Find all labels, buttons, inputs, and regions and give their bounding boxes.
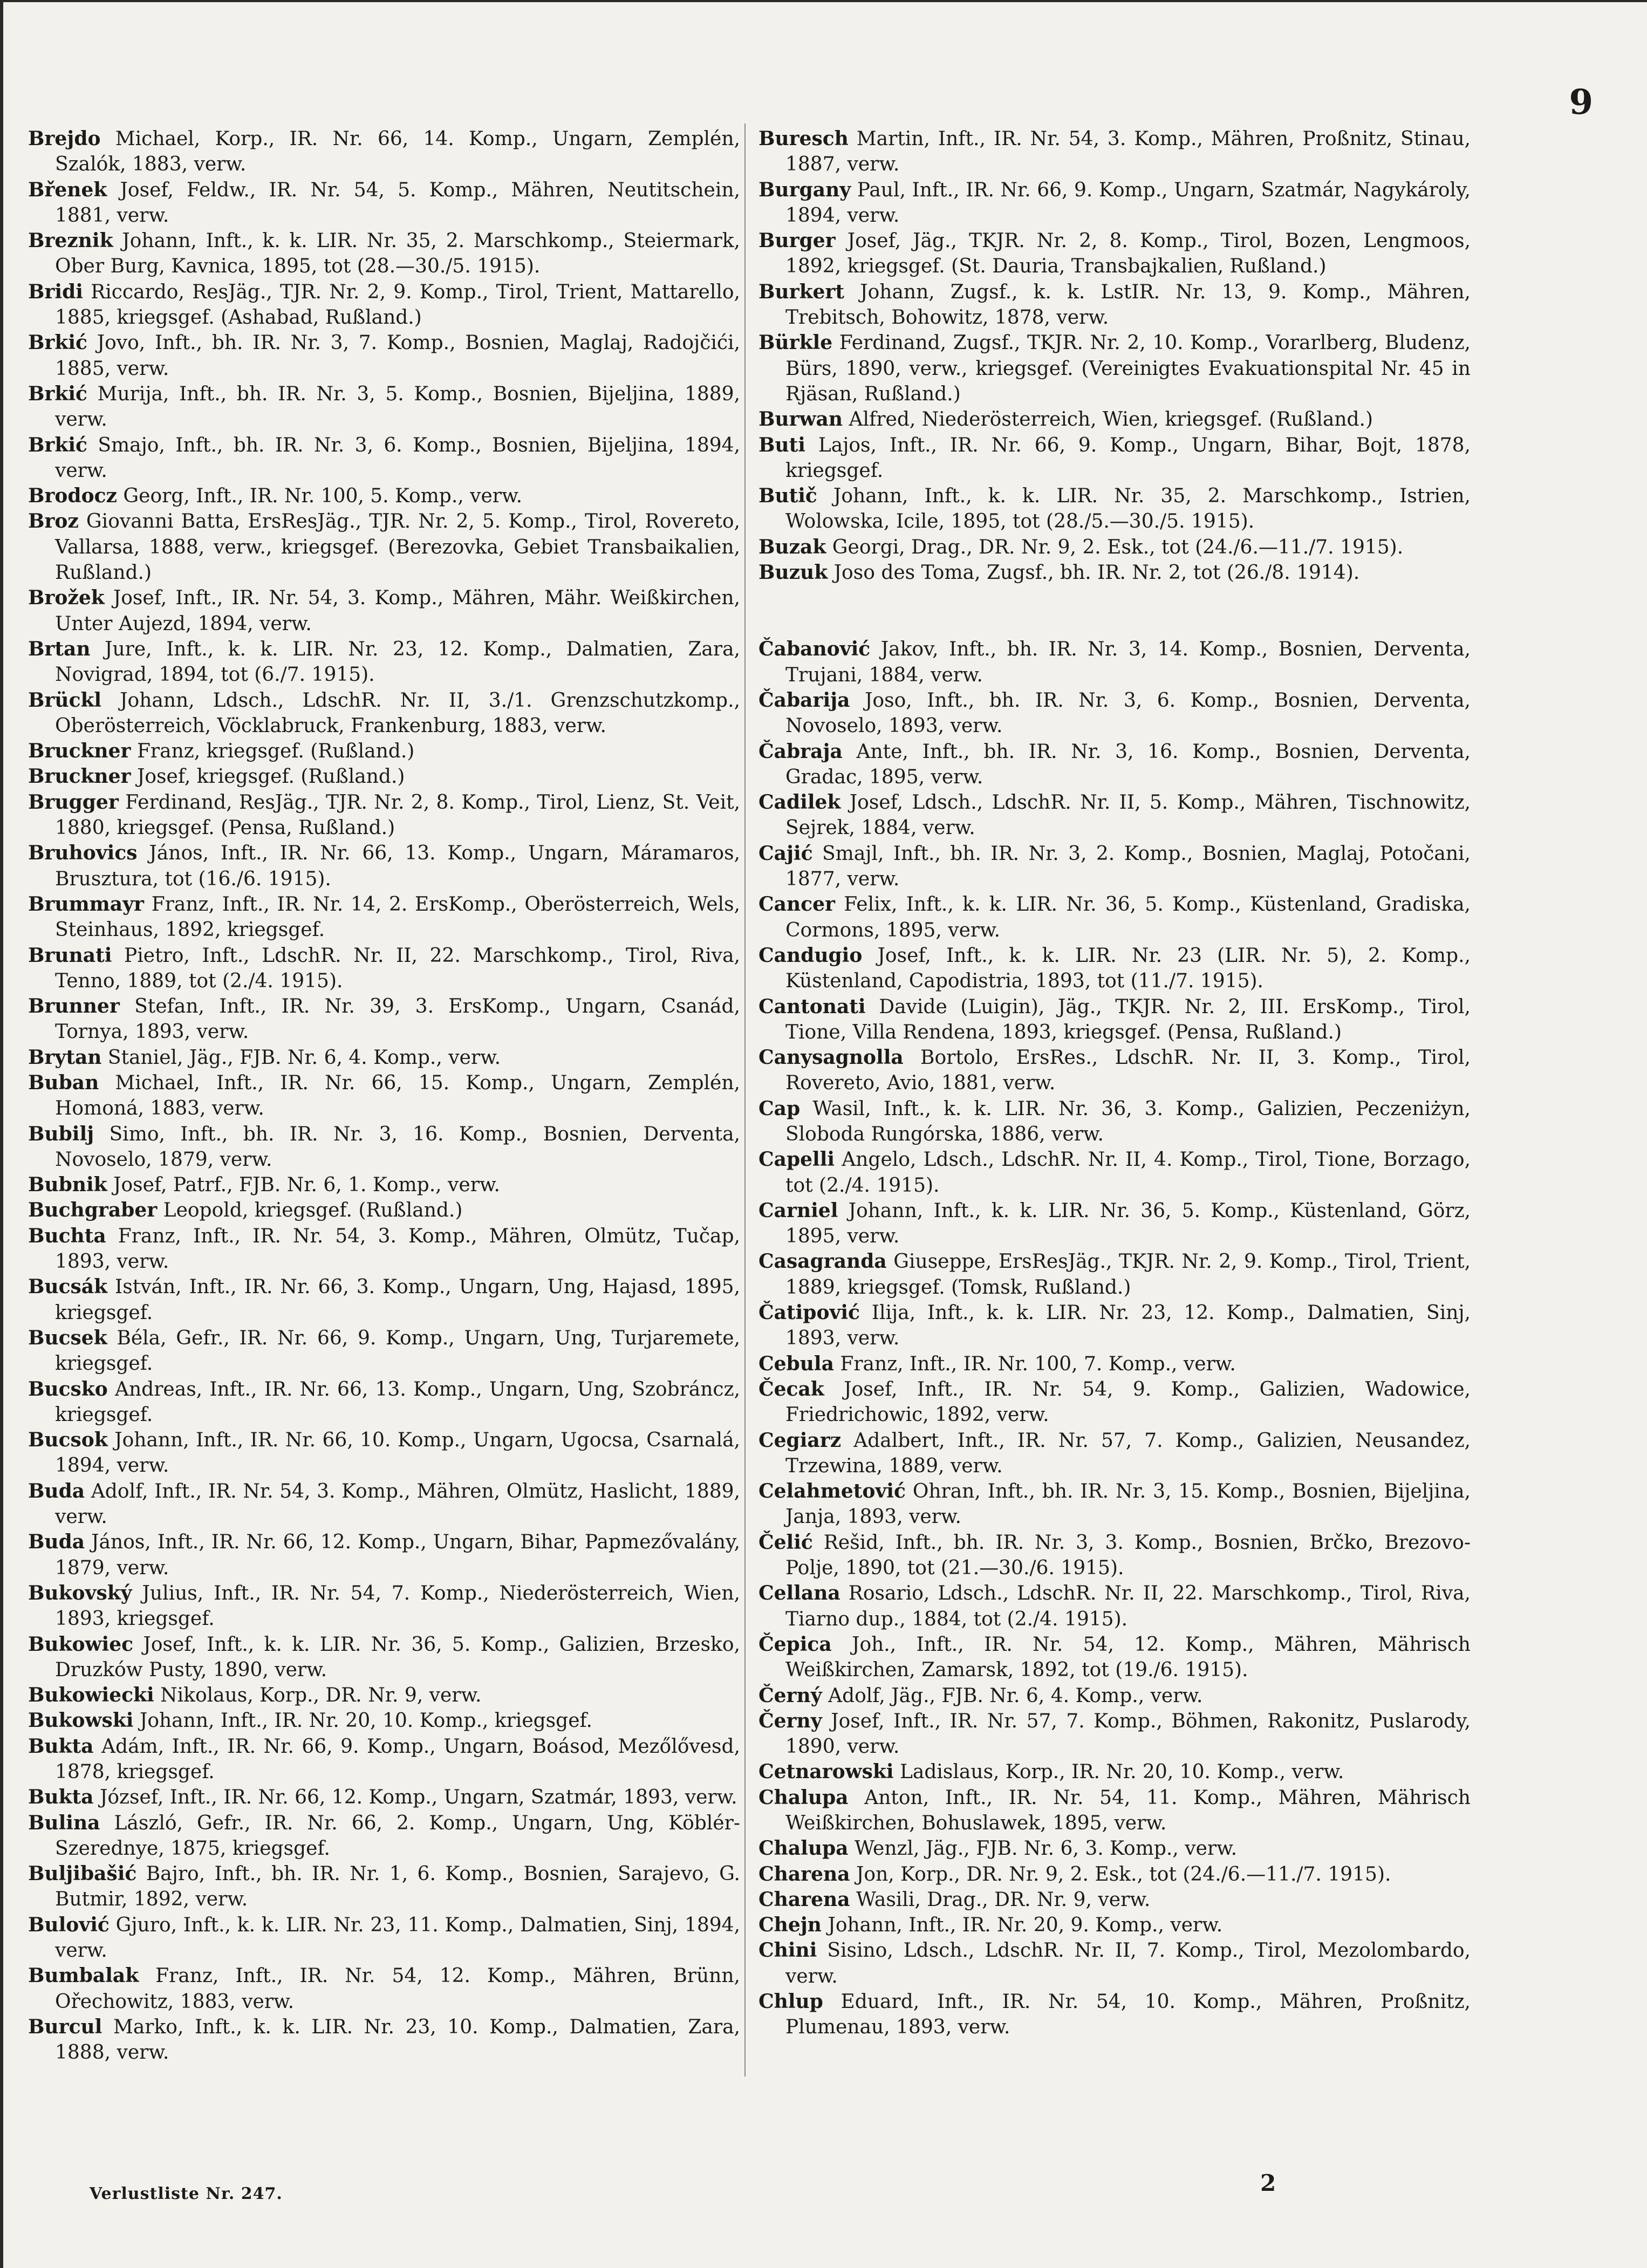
list-entry (28, 1632, 740, 1683)
list-entry (758, 1887, 1471, 1912)
entry-surname: Černý (758, 1684, 822, 1707)
entry-surname: Čecak (758, 1377, 824, 1401)
list-entry (28, 1070, 740, 1122)
list-entry (758, 1096, 1471, 1147)
list-entry (28, 1198, 740, 1223)
entry-surname: Brkić (28, 331, 87, 354)
entry-details: Wasil, Inft., k. k. LIR. Nr. 36, 3. Komp., Galizien, Peczeniżyn, Sloboda Rungórska, 1886, verw. (785, 1097, 1471, 1145)
entry-details: Murija, Inft., bh. IR. Nr. 3, 5. Komp., Bosnien, Bijeljina, 1889, verw. (55, 382, 740, 431)
entry-surname: Buljibašić (28, 1862, 137, 1886)
entry-details: Joso, Inft., bh. IR. Nr. 3, 6. Komp., Bosnien, Derventa, Novoselo, 1893, verw. (785, 689, 1471, 737)
entry-details: Johann, Inft., k. k. LIR. Nr. 36, 5. Komp., Küstenland, Görz, 1895, verw. (785, 1199, 1471, 1248)
list-entry (758, 1428, 1471, 1479)
entry-surname: Bumbalak (28, 1964, 139, 1987)
entry-surname: Charena (758, 1862, 850, 1886)
entry-surname: Buda (28, 1479, 85, 1502)
list-entry (28, 330, 740, 381)
entry-surname: Čelić (758, 1531, 813, 1554)
list-entry (28, 1326, 740, 1377)
list-entry (758, 1581, 1471, 1632)
right-column (758, 126, 1471, 2040)
list-entry (758, 1989, 1471, 2040)
list-entry (758, 739, 1471, 790)
entry-details: Josef, Patrf., FJB. Nr. 6, 1. Komp., verw. (113, 1174, 500, 1197)
entry-surname: Buchta (28, 1224, 106, 1247)
entry-surname: Cantonati (758, 995, 866, 1018)
list-entry (28, 1274, 740, 1326)
list-entry (758, 1709, 1471, 1760)
list-entry (28, 433, 740, 484)
list-entry (28, 943, 740, 994)
entry-surname: Bukowiec (28, 1632, 134, 1656)
entry-details: Josef, Inft., IR. Nr. 57, 7. Komp., Böhmen, Rakonitz, Puslarody, 1890, verw. (785, 1710, 1471, 1758)
list-entry (28, 1172, 740, 1198)
entry-details: László, Gefr., IR. Nr. 66, 2. Komp., Ungarn, Ung, Köblér-Szerednye, 1875, kriegsgef. (55, 1812, 740, 1860)
entry-surname: Bruckner (28, 765, 131, 788)
entry-details: Josef, Feldw., IR. Nr. 54, 5. Komp., Mähren, Neutitschein, 1881, verw. (55, 179, 740, 227)
entry-details: Adalbert, Inft., IR. Nr. 57, 7. Komp., Galizien, Neusandez, Trzewina, 1889, verw. (785, 1429, 1471, 1477)
entry-details: Davide (Luigin), Jäg., TKJR. Nr. 2, III. ErsKomp., Tirol, Tione, Villa Rendena, 1893, kriegsgef. (Pensa, Rußland.) (785, 995, 1471, 1043)
entry-details: Johann, Inft., k. k. LIR. Nr. 35, 2. Marschkomp., Istrien, Wolowska, Icile, 1895, tot (28./5.—30./5. 1915). (785, 485, 1471, 533)
entry-surname: Bürkle (758, 331, 833, 354)
entry-surname: Cap (758, 1097, 801, 1120)
list-entry (758, 1683, 1471, 1709)
entry-details: Béla, Gefr., IR. Nr. 66, 9. Komp., Ungarn, Ung, Turjaremete, kriegsgef. (55, 1327, 740, 1375)
entry-details: Joh., Inft., IR. Nr. 54, 12. Komp., Mähren, Mährisch Weißkirchen, Zamarsk, 1892, tot (19./6. 1915). (785, 1633, 1471, 1682)
right-column-section-b (758, 126, 1471, 585)
entry-surname: Burger (758, 229, 836, 252)
entry-details: Ferdinand, ResJäg., TJR. Nr. 2, 8. Komp., Tirol, Lienz, St. Veit, 1880, kriegsgef. (Pensa, Rußland.) (55, 791, 740, 839)
list-entry (758, 1045, 1471, 1096)
entry-details: József, Inft., IR. Nr. 66, 12. Komp., Ungarn, Szatmár, 1893, verw. (99, 1786, 737, 1809)
entry-details: Ante, Inft., bh. IR. Nr. 3, 16. Komp., Bosnien, Derventa, Gradac, 1895, verw. (785, 740, 1471, 788)
entry-surname: Cebula (758, 1352, 834, 1375)
entry-details: Paul, Inft., IR. Nr. 66, 9. Komp., Ungarn, Szatmár, Nagykároly, 1894, verw. (785, 179, 1471, 227)
list-entry (28, 1581, 740, 1632)
entry-details: János, Inft., IR. Nr. 66, 13. Komp., Ungarn, Máramaros, Brusztura, tot (16./6. 1915). (55, 842, 740, 890)
entry-surname: Canysagnolla (758, 1046, 904, 1069)
entry-surname: Čabraja (758, 740, 843, 763)
entry-details: Georgi, Drag., DR. Nr. 9, 2. Esk., tot (24./6.—11./7. 1915). (832, 536, 1404, 558)
entry-surname: Broz (28, 510, 79, 533)
entry-surname: Butič (758, 484, 817, 508)
entry-surname: Capelli (758, 1148, 835, 1171)
entry-surname: Chalupa (758, 1837, 849, 1860)
entry-details: Ohran, Inft., bh. IR. Nr. 3, 15. Komp., Bosnien, Bijeljina, Janja, 1893, verw. (785, 1480, 1471, 1528)
list-entry (758, 407, 1471, 432)
entry-surname: Brtan (28, 637, 91, 660)
list-entry (758, 228, 1471, 279)
entry-details: Johann, Ldsch., LdschR. Nr. II, 3./1. Grenzschutzkomp., Oberösterreich, Vöcklabruck, Frankenburg, 1883, verw. (55, 689, 740, 737)
entry-surname: Celahmetović (758, 1480, 906, 1503)
list-entry (758, 1377, 1471, 1428)
list-entry (758, 1632, 1471, 1683)
list-entry (28, 994, 740, 1045)
entry-surname: Bruhovics (28, 842, 138, 865)
list-entry (758, 1938, 1471, 1989)
entry-surname: Brkić (28, 382, 87, 405)
list-entry (28, 637, 740, 688)
list-entry (758, 688, 1471, 739)
entry-details: Pietro, Inft., LdschR. Nr. II, 22. Marschkomp., Tirol, Riva, Tenno, 1889, tot (2./4. 1915). (55, 944, 740, 992)
entry-surname: Buresch (758, 127, 849, 150)
footer-signature-mark: 2 (1260, 2170, 1276, 2196)
list-entry (758, 1862, 1471, 1887)
entry-surname: Buchgraber (28, 1199, 158, 1222)
entry-surname: Bukowski (28, 1709, 134, 1732)
list-entry (28, 2014, 740, 2066)
list-entry (758, 560, 1471, 585)
entry-surname: Cancer (758, 893, 835, 916)
list-entry (758, 126, 1471, 177)
entry-details: Smajo, Inft., bh. IR. Nr. 3, 6. Komp., Bosnien, Bijeljina, 1894, verw. (55, 434, 740, 482)
entry-surname: Brunner (28, 995, 120, 1018)
entry-surname: Bubilj (28, 1122, 94, 1145)
entry-details: Johann, Inft., IR. Nr. 20, 10. Komp., kriegsgef. (139, 1710, 592, 1732)
entry-details: János, Inft., IR. Nr. 66, 12. Komp., Ungarn, Bihar, Papmezővalány, 1879, verw. (55, 1531, 740, 1579)
entry-surname: Buzuk (758, 561, 828, 584)
list-entry (758, 1300, 1471, 1351)
entry-surname: Cajić (758, 842, 813, 865)
entry-details: Jon, Korp., DR. Nr. 9, 2. Esk., tot (24./6.—11./7. 1915). (856, 1863, 1391, 1886)
entry-details: Franz, Inft., IR. Nr. 100, 7. Komp., verw. (840, 1352, 1236, 1375)
entry-surname: Brkić (28, 433, 87, 456)
list-entry (758, 994, 1471, 1046)
entry-details: Julius, Inft., IR. Nr. 54, 7. Komp., Niederösterreich, Wien, 1893, kriegsgef. (55, 1582, 740, 1630)
entry-surname: Bucsák (28, 1275, 108, 1299)
entry-details: Josef, Jäg., TKJR. Nr. 2, 8. Komp., Tirol, Bozen, Lengmoos, 1892, kriegsgef. (St. Dauria, Transbajkalien, Rußland.) (785, 230, 1471, 278)
entry-details: Riccardo, ResJäg., TJR. Nr. 2, 9. Komp., Tirol, Trient, Mattarello, 1885, kriegsgef. (Ashabad, Rußland.) (55, 281, 740, 329)
entry-details: Franz, Inft., IR. Nr. 54, 12. Komp., Mähren, Brünn, Ořechowitz, 1883, verw. (55, 1965, 740, 2013)
list-entry (28, 764, 740, 789)
entry-surname: Casagranda (758, 1250, 887, 1273)
entry-surname: Cetnarowski (758, 1760, 894, 1784)
list-entry (28, 381, 740, 433)
entry-surname: Břenek (28, 178, 107, 201)
entry-details: Adám, Inft., IR. Nr. 66, 9. Komp., Ungarn, Boásod, Mezőlővesd, 1878, kriegsgef. (55, 1735, 740, 1783)
entry-surname: Bucsok (28, 1429, 108, 1452)
entry-surname: Cadilek (758, 791, 841, 814)
list-entry (28, 1529, 740, 1581)
entry-surname: Buban (28, 1071, 99, 1094)
entry-details: Giuseppe, ErsResJäg., TKJR. Nr. 2, 9. Komp., Tirol, Trient, 1889, kriegsgef. (Tomsk, Rußland.) (785, 1251, 1471, 1299)
entry-details: Michael, Korp., IR. Nr. 66, 14. Komp., Ungarn, Zemplén, Szalók, 1883, verw. (55, 128, 740, 176)
entry-surname: Charena (758, 1888, 850, 1911)
page-number: 9 (1569, 82, 1593, 122)
entry-details: Wasili, Drag., DR. Nr. 9, verw. (856, 1888, 1151, 1911)
entry-details: Jure, Inft., k. k. LIR. Nr. 23, 12. Komp., Dalmatien, Zara, Novigrad, 1894, tot (6./7. 1915). (55, 638, 740, 686)
entry-surname: Bucsek (28, 1326, 107, 1349)
list-entry (758, 1147, 1471, 1198)
entry-details: Stefan, Inft., IR. Nr. 39, 3. ErsKomp., Ungarn, Csanád, Tornya, 1893, verw. (55, 995, 740, 1043)
entry-surname: Cellana (758, 1582, 840, 1605)
entry-details: Smajl, Inft., bh. IR. Nr. 3, 2. Komp., Bosnien, Maglaj, Potočani, 1877, verw. (785, 842, 1471, 891)
list-entry (758, 433, 1471, 484)
entry-details: Johann, Inft., IR. Nr. 20, 9. Komp., verw. (828, 1914, 1223, 1937)
entry-surname: Brückl (28, 688, 102, 712)
entry-surname: Chejn (758, 1914, 822, 1937)
entry-details: Franz, Inft., IR. Nr. 14, 2. ErsKomp., Oberösterreich, Wels, Steinhaus, 1892, kriegsgef. (55, 893, 740, 941)
entry-details: Simo, Inft., bh. IR. Nr. 3, 16. Komp., Bosnien, Derventa, Novoselo, 1879, verw. (55, 1123, 740, 1171)
list-entry (28, 1377, 740, 1428)
list-entry (758, 177, 1471, 229)
entry-details: Wenzl, Jäg., FJB. Nr. 6, 3. Komp., verw. (854, 1837, 1238, 1860)
entry-details: Ladislaus, Korp., IR. Nr. 20, 10. Komp., verw. (900, 1761, 1344, 1784)
entry-surname: Burcul (28, 2015, 102, 2038)
list-entry (758, 1198, 1471, 1249)
entry-surname: Bucsko (28, 1377, 108, 1401)
list-entry (758, 1912, 1471, 1938)
list-entry (28, 1963, 740, 2014)
entry-details: Anton, Inft., IR. Nr. 54, 11. Komp., Mähren, Mährisch Weißkirchen, Bohuslawek, 1895, verw. (785, 1786, 1471, 1834)
list-entry (28, 585, 740, 637)
entry-surname: Brodocz (28, 484, 117, 508)
list-entry (28, 1122, 740, 1173)
entry-details: Angelo, Ldsch., LdschR. Nr. II, 4. Komp., Tirol, Tione, Borzago, tot (2./4. 1915). (785, 1149, 1471, 1197)
entry-details: Andreas, Inft., IR. Nr. 66, 13. Komp., Ungarn, Ung, Szobráncz, kriegsgef. (55, 1378, 741, 1426)
entry-surname: Brejdo (28, 127, 101, 150)
entry-surname: Chalupa (758, 1786, 849, 1809)
column-divider (744, 124, 746, 2076)
entry-surname: Brunati (28, 944, 112, 967)
list-entry (758, 892, 1471, 943)
list-entry (28, 1479, 740, 1530)
list-entry (758, 1249, 1471, 1300)
entry-details: Ferdinand, Zugsf., TKJR. Nr. 2, 10. Komp., Vorarlberg, Bludenz, Bürs, 1890, verw., kriegsgef. (Vereinigtes Evakuationspital Nr. 45 in Rjäsan, Rußland.) (785, 332, 1471, 405)
entry-details: Johann, Inft., k. k. LIR. Nr. 35, 2. Marschkomp., Steiermark, Ober Burg, Kavnica, 1895, tot (28.—30./5. 1915). (55, 230, 740, 278)
entry-details: Georg, Inft., IR. Nr. 100, 5. Komp., verw. (123, 485, 523, 508)
list-entry (758, 637, 1471, 688)
entry-surname: Čabarija (758, 688, 850, 712)
entry-surname: Čepica (758, 1632, 832, 1656)
entry-details: Josef, Inft., IR. Nr. 54, 9. Komp., Galizien, Wadowice, Friedrichowic, 1892, verw. (785, 1378, 1471, 1426)
list-entry (758, 1530, 1471, 1581)
list-entry (28, 1683, 740, 1708)
list-entry (758, 790, 1471, 841)
list-entry (28, 1734, 740, 1785)
list-entry (28, 1427, 740, 1479)
entry-details: Johann, Inft., IR. Nr. 66, 10. Komp., Ungarn, Ugocsa, Csarnalá, 1894, verw. (55, 1429, 740, 1477)
list-entry (758, 1836, 1471, 1861)
list-entry (28, 841, 740, 892)
entry-details: Staniel, Jäg., FJB. Nr. 6, 4. Komp., verw. (107, 1046, 501, 1069)
list-entry (758, 483, 1471, 535)
entry-surname: Buti (758, 433, 805, 456)
list-entry (758, 330, 1471, 407)
list-entry (758, 535, 1471, 560)
entry-surname: Bruckner (28, 740, 131, 763)
list-entry (28, 688, 740, 739)
entry-surname: Bulina (28, 1811, 100, 1834)
entry-details: Martin, Inft., IR. Nr. 54, 3. Komp., Mähren, Proßnitz, Stinau, 1887, verw. (785, 128, 1471, 176)
entry-details: Giovanni Batta, ErsResJäg., TJR. Nr. 2, 5. Komp., Tirol, Rovereto, Vallarsa, 1888, verw., kriegsgef. (Berezovka, Gebiet Transbaikalien, Rußland.) (55, 510, 740, 584)
entry-surname: Buzak (758, 535, 826, 558)
entry-surname: Burwan (758, 408, 843, 431)
entry-details: Marko, Inft., k. k. LIR. Nr. 23, 10. Komp., Dalmatien, Zara, 1888, verw. (55, 2016, 740, 2064)
entry-details: Johann, Zugsf., k. k. LstIR. Nr. 13, 9. Komp., Mähren, Trebitsch, Bohowitz, 1878, verw. (785, 281, 1471, 329)
list-entry (758, 841, 1471, 892)
entry-details: Adolf, Jäg., FJB. Nr. 6, 4. Komp., verw. (828, 1684, 1203, 1707)
entry-surname: Bukta (28, 1786, 94, 1809)
entry-details: Michael, Inft., IR. Nr. 66, 15. Komp., Ungarn, Zemplén, Homoná, 1883, verw. (55, 1071, 740, 1120)
list-entry (28, 1708, 740, 1733)
list-entry (28, 1785, 740, 1810)
entry-surname: Bulović (28, 1913, 110, 1936)
entry-details: Leopold, kriegsgef. (Rußland.) (163, 1199, 463, 1222)
entry-surname: Breznik (28, 229, 113, 252)
entry-surname: Carniel (758, 1199, 838, 1222)
entry-details: Bortolo, ErsRes., LdschR. Nr. II, 3. Komp., Tirol, Rovereto, Avio, 1881, verw. (785, 1047, 1471, 1095)
entry-details: Eduard, Inft., IR. Nr. 54, 10. Komp., Mähren, Proßnitz, Plumenau, 1893, verw. (785, 1991, 1471, 2039)
entry-details: Alfred, Niederösterreich, Wien, kriegsgef. (Rußland.) (849, 408, 1373, 431)
entry-details: Josef, kriegsgef. (Rußland.) (136, 766, 405, 788)
entry-surname: Brytan (28, 1046, 102, 1069)
list-entry (28, 739, 740, 764)
entry-surname: Chlup (758, 1990, 823, 2013)
footer-list-number: Verlustliste Nr. 247. (90, 2184, 283, 2203)
entry-surname: Brožek (28, 586, 105, 610)
entry-details: Franz, kriegsgef. (Rußland.) (136, 740, 415, 763)
entry-surname: Brummayr (28, 892, 144, 916)
entry-surname: Cegiarz (758, 1429, 842, 1452)
entry-surname: Chini (758, 1939, 817, 1962)
entry-surname: Čatipović (758, 1301, 860, 1324)
list-entry (28, 1912, 740, 1964)
entry-details: Joso des Toma, Zugsf., bh. IR. Nr. 2, tot (26./8. 1914). (833, 562, 1360, 584)
list-entry (758, 1351, 1471, 1377)
entry-details: Josef, Inft., k. k. LIR. Nr. 36, 5. Komp., Galizien, Brzesko, Druzków Pusty, 1890, verw. (55, 1633, 740, 1681)
entry-surname: Bridi (28, 280, 83, 303)
entry-details: Rosario, Ldsch., LdschR. Nr. II, 22. Marschkomp., Tirol, Riva, Tiarno dup., 1884, tot (2./4. 1915). (785, 1582, 1471, 1630)
entry-details: Josef, Ldsch., LdschR. Nr. II, 5. Komp., Mähren, Tischnowitz, Sejrek, 1884, verw. (785, 791, 1471, 839)
entry-details: Josef, Inft., IR. Nr. 54, 3. Komp., Mähren, Mähr. Weißkirchen, Unter Aujezd, 1894, verw. (55, 587, 740, 635)
entry-details: Bajro, Inft., bh. IR. Nr. 1, 6. Komp., Bosnien, Sarajevo, G. Butmir, 1892, verw. (55, 1863, 740, 1911)
entry-details: Jovo, Inft., bh. IR. Nr. 3, 7. Komp., Bosnien, Maglaj, Radojčići, 1885, verw. (55, 332, 740, 380)
entry-details: Lajos, Inft., IR. Nr. 66, 9. Komp., Ungarn, Bihar, Bojt, 1878, kriegsgef. (785, 434, 1471, 482)
list-entry (28, 483, 740, 509)
left-column (28, 126, 740, 2066)
list-entry (28, 228, 740, 279)
list-entry (758, 1479, 1471, 1530)
list-entry (28, 892, 740, 943)
entry-details: Nikolaus, Korp., DR. Nr. 9, verw. (160, 1684, 482, 1707)
entry-surname: Candugio (758, 944, 863, 967)
entry-surname: Černy (758, 1709, 822, 1732)
entry-surname: Burkert (758, 280, 845, 303)
list-entry (28, 279, 740, 331)
entry-details: Sisino, Ldsch., LdschR. Nr. II, 7. Komp., Tirol, Mezolombardo, verw. (785, 1939, 1471, 1987)
list-entry (28, 126, 740, 177)
list-entry (758, 1785, 1471, 1836)
list-entry (28, 1045, 740, 1070)
entry-surname: Bubnik (28, 1173, 107, 1197)
entry-details: István, Inft., IR. Nr. 66, 3. Komp., Ungarn, Ung, Hajasd, 1895, kriegsgef. (55, 1276, 740, 1324)
list-entry (758, 1759, 1471, 1785)
entry-surname: Bukta (28, 1734, 94, 1758)
entry-details: Ilija, Inft., k. k. LIR. Nr. 23, 12. Komp., Dalmatien, Sinj, 1893, verw. (785, 1302, 1471, 1350)
list-entry (28, 177, 740, 229)
entry-details: Josef, Inft., k. k. LIR. Nr. 23 (LIR. Nr. 5), 2. Komp., Küstenland, Capodistria, 1893, tot (11./7. 1915). (785, 944, 1471, 993)
entry-details: Jakov, Inft., bh. IR. Nr. 3, 14. Komp., Bosnien, Derventa, Trujani, 1884, verw. (785, 638, 1471, 686)
list-entry (758, 943, 1471, 994)
entry-surname: Buda (28, 1531, 85, 1554)
entry-surname: Čabanović (758, 638, 871, 661)
entry-details: Felix, Inft., k. k. LIR. Nr. 36, 5. Komp., Küstenland, Gradiska, Cormons, 1895, verw. (785, 893, 1471, 941)
right-column-section-c (758, 637, 1471, 2040)
entry-surname: Brugger (28, 790, 119, 814)
entry-details: Rešid, Inft., bh. IR. Nr. 3, 3. Komp., Bosnien, Brčko, Brezovo-Polje, 1890, tot (21.—30./6. 1915). (785, 1531, 1471, 1580)
section-gap (758, 585, 1471, 637)
entry-details: Franz, Inft., IR. Nr. 54, 3. Komp., Mähren, Olmütz, Tučap, 1893, verw. (55, 1225, 740, 1273)
list-entry (28, 790, 740, 841)
list-entry (28, 1861, 740, 1912)
entry-surname: Bukovský (28, 1581, 132, 1604)
list-entry (28, 1811, 740, 1862)
entry-surname: Bukowiecki (28, 1684, 154, 1707)
list-entry (758, 279, 1471, 331)
list-entry (28, 509, 740, 585)
entry-details: Adolf, Inft., IR. Nr. 54, 3. Komp., Mähren, Olmütz, Haslicht, 1889, verw. (55, 1480, 740, 1528)
list-entry (28, 1224, 740, 1275)
entry-details: Gjuro, Inft., k. k. LIR. Nr. 23, 11. Komp., Dalmatien, Sinj, 1894, verw. (55, 1914, 740, 1962)
entry-surname: Burgany (758, 178, 851, 201)
